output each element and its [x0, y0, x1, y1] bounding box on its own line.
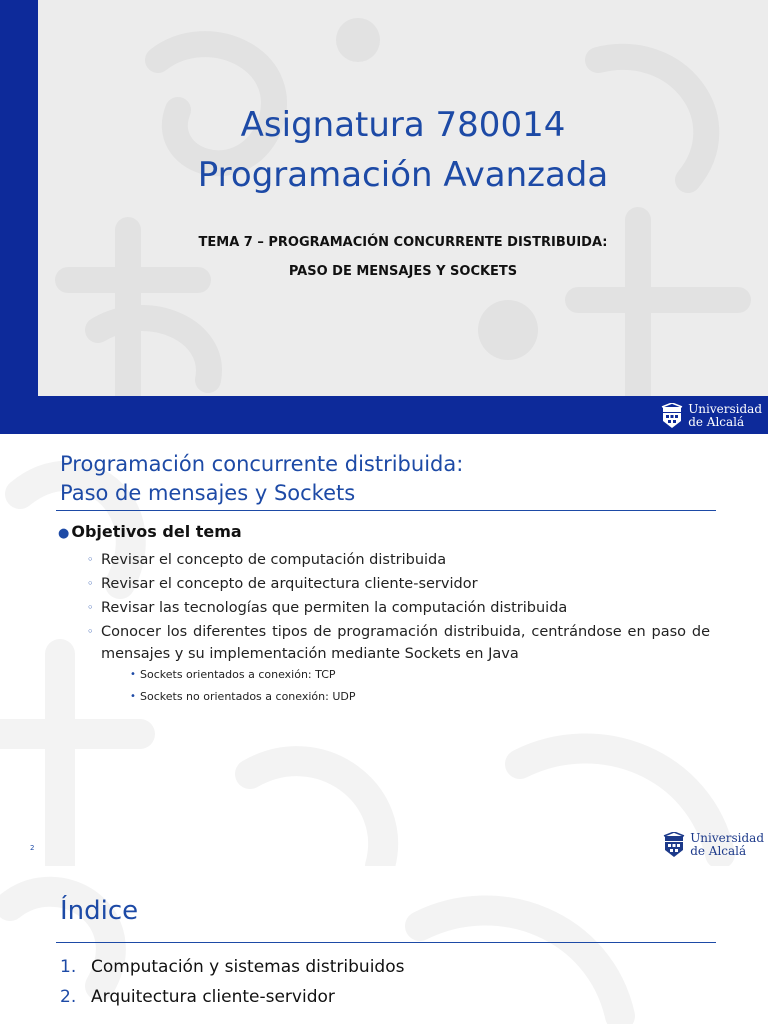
logo-text [690, 832, 764, 858]
title-panel [38, 0, 768, 396]
bullet-dot-icon: ● [58, 526, 70, 541]
title-slide [0, 0, 768, 434]
slide-heading: Índice [60, 896, 139, 926]
crest-icon [660, 403, 684, 429]
objectives-list [88, 549, 710, 667]
logo-line-2: de Alcalá [688, 415, 745, 429]
crest-icon [662, 832, 686, 858]
sublist-item: • Sockets orientados a conexión: TCP [130, 664, 355, 686]
course-title [38, 100, 768, 200]
university-logo [662, 832, 764, 858]
circle-bullet-icon: ◦ [87, 577, 94, 590]
item-number: 2. [60, 987, 77, 1007]
university-logo [660, 403, 762, 429]
objectives-title [58, 522, 242, 541]
subtitle-line-1: TEMA 7 – PROGRAMACIÓN CONCURRENTE DISTRIBUIDA: [198, 235, 608, 250]
list-item [60, 952, 700, 982]
topic-subtitle [38, 228, 768, 286]
index-slide [0, 866, 768, 1024]
list-item: ◦ Revisar el concepto de computación distribuida [88, 549, 710, 571]
heading-line-2: Paso de mensajes y Sockets [60, 481, 356, 505]
sockets-sublist [88, 664, 355, 708]
circle-bullet-icon: ◦ [87, 625, 94, 638]
list-item: ◦ Conocer los diferentes tipos de programación distribuida, centrándose en paso de mensajes y su implementación mediante Sockets en Java [88, 621, 710, 665]
page-number: 2 [30, 844, 35, 852]
objectives-title-text: Objetivos del tema [71, 522, 242, 541]
heading-divider [56, 510, 716, 511]
slide-heading [60, 450, 463, 508]
logo-text [688, 403, 762, 429]
bullet-icon: • [130, 669, 136, 680]
subtitle-line-2: PASO DE MENSAJES Y SOCKETS [288, 264, 518, 279]
heading-divider [56, 942, 716, 943]
item-number: 1. [60, 957, 77, 977]
list-item: ◦ Revisar las tecnologías que permiten la computación distribuida [88, 597, 710, 619]
title-line-2: Programación Avanzada [197, 155, 609, 195]
circle-bullet-icon: ◦ [87, 601, 94, 614]
item-text: Computación y sistemas distribuidos [91, 957, 405, 977]
bullet-icon: • [130, 691, 136, 702]
list-item [60, 982, 700, 1012]
sublist-item: • Sockets no orientados a conexión: UDP [130, 686, 355, 708]
circle-bullet-icon: ◦ [87, 553, 94, 566]
index-list [60, 952, 700, 1012]
logo-line-1: Universidad [688, 402, 762, 416]
logo-line-2: de Alcalá [690, 844, 747, 858]
heading-line-1: Programación concurrente distribuida: [60, 452, 464, 476]
list-item: ◦ Revisar el concepto de arquitectura cliente-servidor [88, 573, 710, 595]
objectives-slide [0, 434, 768, 866]
logo-line-1: Universidad [690, 831, 764, 845]
item-text: Arquitectura cliente-servidor [91, 987, 335, 1007]
title-line-1: Asignatura 780014 [240, 105, 566, 145]
